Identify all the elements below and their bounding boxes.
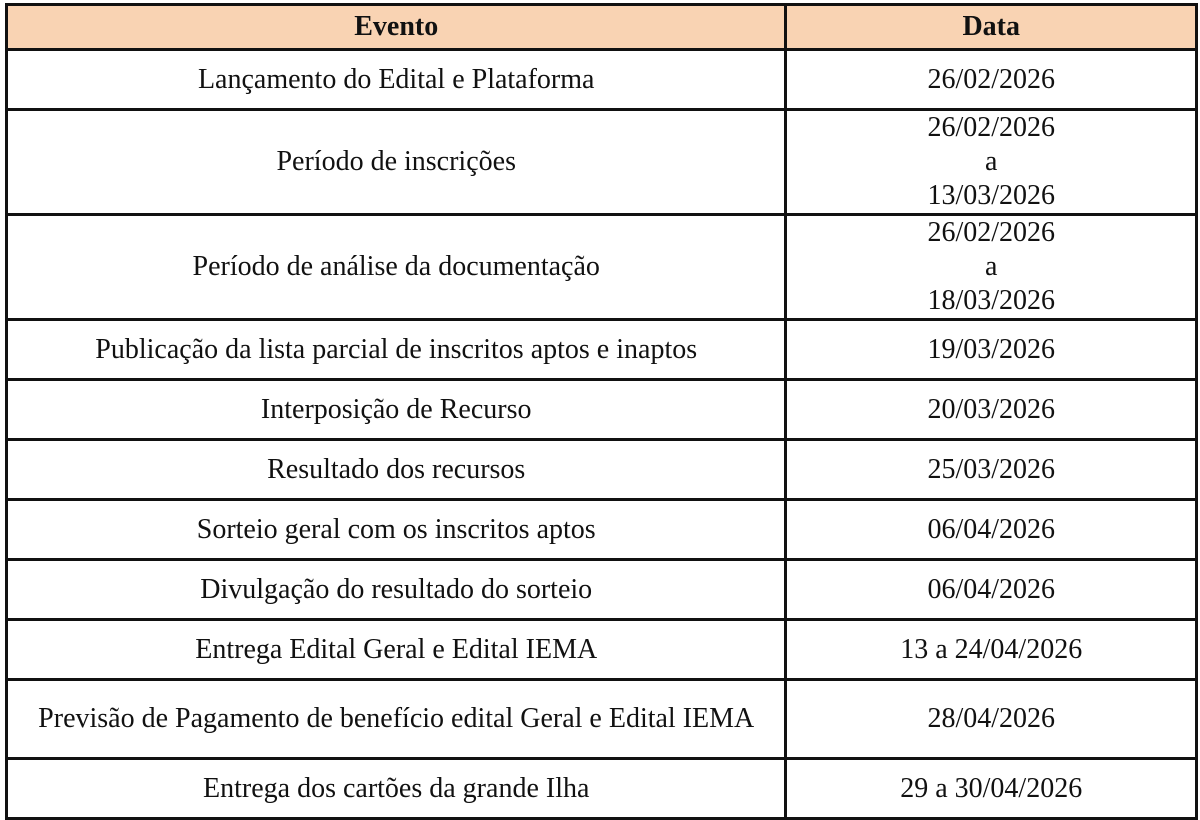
table-row	[7, 440, 1197, 500]
date-cell: 26/02/2026	[786, 50, 1197, 110]
table-row	[7, 620, 1197, 680]
table-row	[7, 215, 1197, 320]
table-row	[7, 759, 1197, 819]
table-row	[7, 500, 1197, 560]
date-cell: 28/04/2026	[786, 680, 1197, 759]
column-header-evento: Evento	[7, 5, 786, 50]
table-row	[7, 50, 1197, 110]
event-cell: Lançamento do Edital e Plataforma	[7, 50, 786, 110]
table-row	[7, 680, 1197, 759]
date-cell: 20/03/2026	[786, 380, 1197, 440]
table-row	[7, 560, 1197, 620]
event-cell: Entrega dos cartões da grande Ilha	[7, 759, 786, 819]
event-cell: Resultado dos recursos	[7, 440, 786, 500]
table-row	[7, 380, 1197, 440]
event-cell: Período de análise da documentação	[7, 215, 786, 320]
date-cell: 06/04/2026	[786, 560, 1197, 620]
date-cell: 06/04/2026	[786, 500, 1197, 560]
event-cell: Período de inscrições	[7, 110, 786, 215]
header-row	[7, 5, 1197, 50]
schedule-table	[5, 3, 1198, 820]
column-header-data: Data	[786, 5, 1197, 50]
date-cell: 13 a 24/04/2026	[786, 620, 1197, 680]
event-cell: Divulgação do resultado do sorteio	[7, 560, 786, 620]
date-cell: 26/02/2026 a 18/03/2026	[786, 215, 1197, 320]
date-cell: 25/03/2026	[786, 440, 1197, 500]
event-cell: Entrega Edital Geral e Edital IEMA	[7, 620, 786, 680]
date-cell: 26/02/2026 a 13/03/2026	[786, 110, 1197, 215]
table-row	[7, 320, 1197, 380]
date-cell: 29 a 30/04/2026	[786, 759, 1197, 819]
date-cell: 19/03/2026	[786, 320, 1197, 380]
table-row	[7, 110, 1197, 215]
event-cell: Previsão de Pagamento de benefício edital Geral e Edital IEMA	[7, 680, 786, 759]
event-cell: Interposição de Recurso	[7, 380, 786, 440]
event-cell: Publicação da lista parcial de inscritos aptos e inaptos	[7, 320, 786, 380]
event-cell: Sorteio geral com os inscritos aptos	[7, 500, 786, 560]
